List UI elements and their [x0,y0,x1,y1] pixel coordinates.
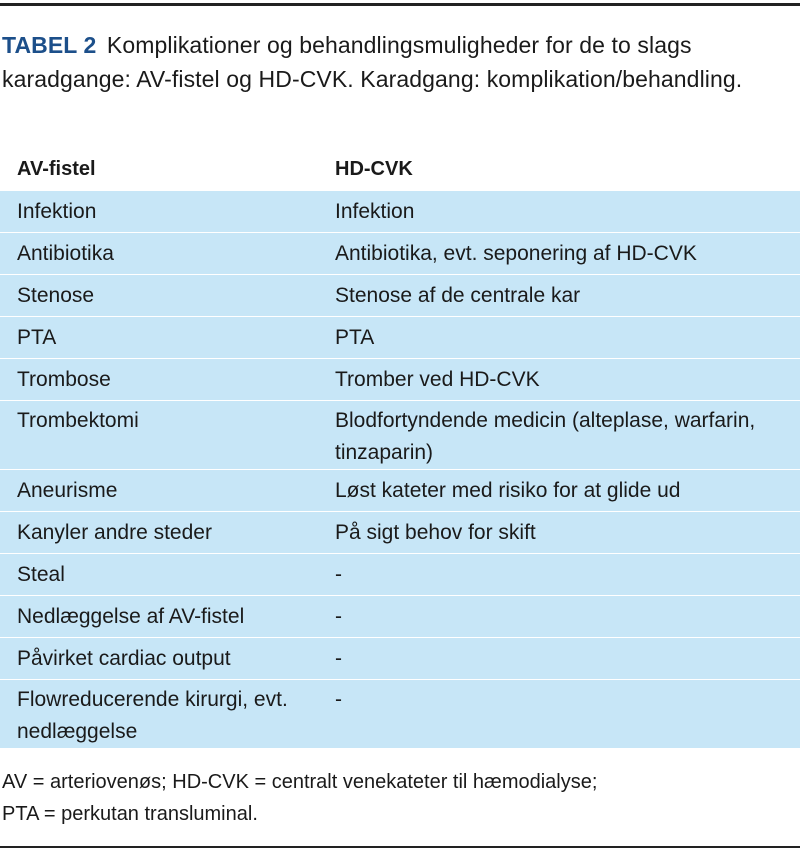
table-row [0,680,800,749]
table-caption [2,28,782,96]
table-cell: - [335,554,800,596]
table-row [0,317,800,359]
table-row [0,275,800,317]
table-label: TABEL 2 [2,32,97,58]
table-cell: Påvirket cardiac output [0,638,335,680]
column-header-hd-cvk: HD-CVK [335,157,413,180]
table-row [0,638,800,680]
table-row [0,359,800,401]
table-cell: PTA [335,317,800,359]
table-row [0,233,800,275]
table-row [0,470,800,512]
table-row [0,596,800,638]
table-cell: Nedlæggelse af AV-fistel [0,596,335,638]
table-cell: Løst kateter med risiko for at glide ud [335,470,800,512]
footnote-line: PTA = perkutan transluminal. [2,803,258,825]
top-rule [0,3,800,6]
bottom-rule [0,846,800,848]
table-cell: Antibiotika, evt. seponering af HD-CVK [335,233,800,275]
column-header-av-fistel: AV-fistel [17,157,96,180]
table-cell: Kanyler andre steder [0,512,335,554]
table-cell: Stenose af de centrale kar [335,275,800,317]
table-cell: Trombose [0,359,335,401]
complications-table [0,148,800,748]
table-footnote [2,766,792,830]
table-row [0,512,800,554]
table-cell: - [335,680,800,749]
table-cell: Stenose [0,275,335,317]
table-row [0,401,800,470]
table-cell: Flowreducerende kirurgi, evt. nedlæggelse [0,680,335,749]
table-cell: Steal [0,554,335,596]
table-cell: Infektion [0,191,335,233]
table-cell: På sigt behov for skift [335,512,800,554]
table-cell: Trombektomi [0,401,335,470]
table-header-row [0,148,800,191]
footnote-line: AV = arteriovenøs; HD-CVK = centralt venekateter til hæmodialyse; [2,771,598,793]
table-row [0,191,800,233]
table-cell: PTA [0,317,335,359]
table-cell: - [335,638,800,680]
table-cell: - [335,596,800,638]
table-cell: Tromber ved HD-CVK [335,359,800,401]
table-cell: Aneurisme [0,470,335,512]
table-cell: Blodfortyndende medicin (alteplase, warfarin, tinzaparin) [335,401,800,470]
caption-text: Komplikationer og behandlingsmuligheder for de to slags karadgange: AV-fistel og HD-CVK. Karadgang: komplikation/behandling. [2,32,743,92]
table-cell: Infektion [335,191,800,233]
table-row [0,554,800,596]
table-cell: Antibiotika [0,233,335,275]
